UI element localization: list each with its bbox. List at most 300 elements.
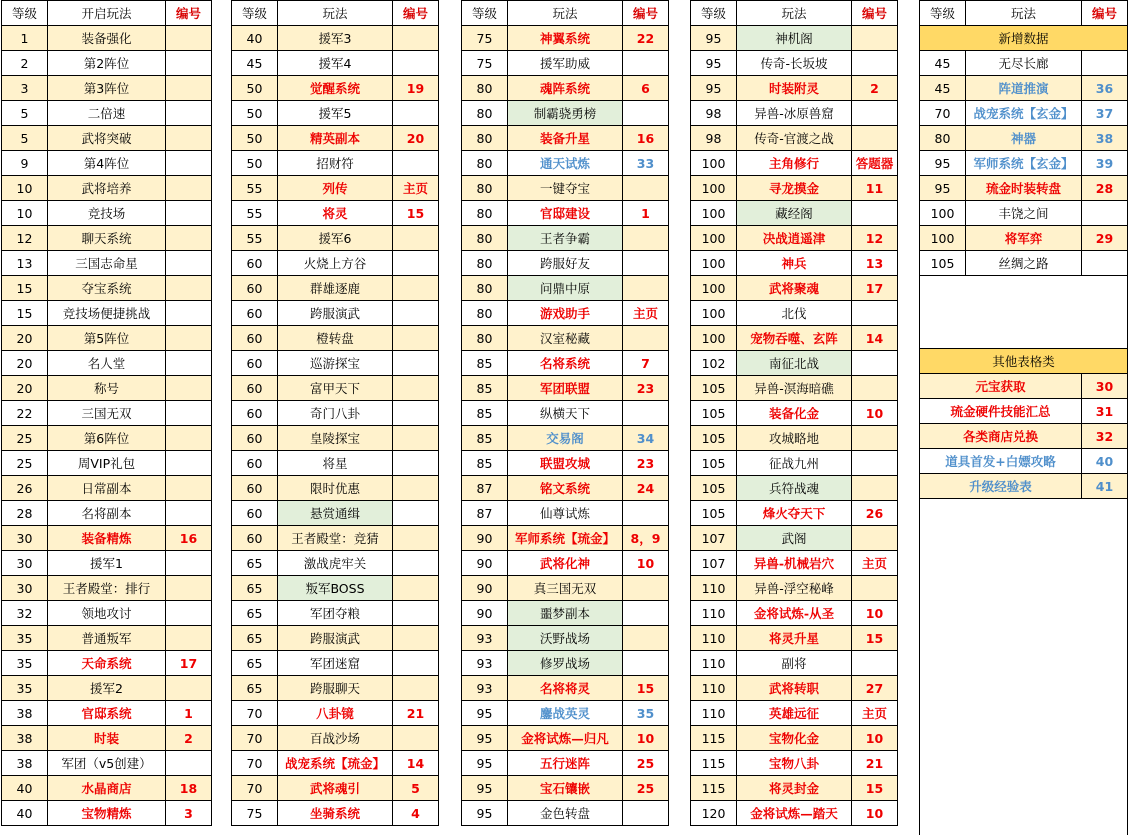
- table-row: [462, 526, 669, 551]
- number-cell: [393, 576, 439, 601]
- play-name-cell: 跨服聊天: [278, 676, 393, 701]
- level-cell: 70: [232, 751, 278, 776]
- play-name-cell: 将灵: [278, 201, 393, 226]
- play-name-cell: 传奇-官渡之战: [737, 126, 852, 151]
- table-row: [691, 126, 898, 151]
- play-name-cell: 名将副本: [48, 501, 166, 526]
- number-cell: [393, 351, 439, 376]
- number-cell: [393, 251, 439, 276]
- play-name-cell: 征战九州: [737, 451, 852, 476]
- level-cell: 60: [232, 526, 278, 551]
- level-cell: 35: [2, 626, 48, 651]
- number-cell: [852, 101, 898, 126]
- blank-row: [920, 763, 1128, 787]
- table-row: [462, 326, 669, 351]
- play-name-cell: 金将试炼—踏天: [737, 801, 852, 826]
- number-cell: [166, 126, 212, 151]
- play-name-cell: 援军1: [48, 551, 166, 576]
- number-cell: [852, 351, 898, 376]
- number-cell: 10: [852, 801, 898, 826]
- play-name-cell: 二倍速: [48, 101, 166, 126]
- number-cell: [852, 301, 898, 326]
- level-cell: 38: [2, 726, 48, 751]
- number-cell: 11: [852, 176, 898, 201]
- play-name-cell: 跨服演武: [278, 626, 393, 651]
- level-cell: 30: [2, 526, 48, 551]
- table-row: [462, 126, 669, 151]
- table-row: [691, 651, 898, 676]
- play-name-cell: 宝物化金: [737, 726, 852, 751]
- number-cell: [166, 451, 212, 476]
- play-name-cell: 天命系统: [48, 651, 166, 676]
- play-name-cell: 军师系统【玄金】: [966, 151, 1082, 176]
- table-row: [2, 676, 212, 701]
- number-cell: [623, 251, 669, 276]
- level-cell: 65: [232, 626, 278, 651]
- table-row: [2, 176, 212, 201]
- play-name-cell: 传奇-长坂坡: [737, 51, 852, 76]
- number-cell: 35: [623, 701, 669, 726]
- play-name-cell: 宠物吞噬、玄阵: [737, 326, 852, 351]
- level-cell: 80: [462, 326, 508, 351]
- number-cell: 26: [852, 501, 898, 526]
- level-cell: 70: [232, 701, 278, 726]
- level-cell: 110: [691, 601, 737, 626]
- number-cell: [166, 426, 212, 451]
- level-cell: 5: [2, 126, 48, 151]
- number-cell: 27: [852, 676, 898, 701]
- play-name-cell: 升级经验表: [920, 474, 1082, 499]
- level-cell: 100: [691, 176, 737, 201]
- blank-row: [920, 276, 1128, 301]
- table-row: [232, 701, 439, 726]
- level-cell: 93: [462, 651, 508, 676]
- table-row: [2, 301, 212, 326]
- blank-row: [920, 619, 1128, 643]
- level-cell: 75: [462, 26, 508, 51]
- level-cell: 80: [462, 226, 508, 251]
- number-cell: [166, 201, 212, 226]
- play-name-cell: 噩梦副本: [508, 601, 623, 626]
- table-row: [2, 126, 212, 151]
- number-cell: [166, 751, 212, 776]
- number-cell: [852, 451, 898, 476]
- table-row: [232, 451, 439, 476]
- level-cell: 60: [232, 501, 278, 526]
- header-level: 等级: [462, 1, 508, 26]
- play-name-cell: 神兵: [737, 251, 852, 276]
- level-cell: 38: [2, 751, 48, 776]
- play-name-cell: 交易阁: [508, 426, 623, 451]
- number-cell: [166, 401, 212, 426]
- table-column-2: [231, 0, 439, 826]
- table-row: [691, 376, 898, 401]
- table-row: [2, 801, 212, 826]
- play-name-cell: 领地攻讨: [48, 601, 166, 626]
- level-cell: 95: [920, 151, 966, 176]
- blank-cell: [920, 547, 1128, 571]
- number-cell: [166, 276, 212, 301]
- level-cell: 2: [2, 51, 48, 76]
- table-row: [232, 476, 439, 501]
- play-name-cell: 烽火夺天下: [737, 501, 852, 526]
- level-cell: 28: [2, 501, 48, 526]
- level-cell: 20: [2, 351, 48, 376]
- number-cell: [166, 551, 212, 576]
- number-cell: [393, 676, 439, 701]
- level-cell: 100: [691, 251, 737, 276]
- table-row: [232, 76, 439, 101]
- play-name-cell: 跨服演武: [278, 301, 393, 326]
- level-cell: 95: [920, 176, 966, 201]
- table-row: [920, 251, 1128, 276]
- level-cell: 115: [691, 751, 737, 776]
- play-name-cell: 真三国无双: [508, 576, 623, 601]
- level-cell: 110: [691, 576, 737, 601]
- table-row: [462, 276, 669, 301]
- table-row: [462, 226, 669, 251]
- table-row: [462, 626, 669, 651]
- table-row: [920, 449, 1128, 474]
- level-cell: 80: [462, 176, 508, 201]
- number-cell: [166, 76, 212, 101]
- table-row: [462, 801, 669, 826]
- play-name-cell: 武将魂引: [278, 776, 393, 801]
- header-num: 编号: [166, 1, 212, 26]
- number-cell: [393, 726, 439, 751]
- number-cell: 34: [623, 426, 669, 451]
- table-row: [2, 51, 212, 76]
- number-cell: 2: [166, 726, 212, 751]
- header-play: 玩法: [737, 1, 852, 26]
- play-name-cell: 攻城略地: [737, 426, 852, 451]
- play-name-cell: 日常副本: [48, 476, 166, 501]
- level-cell: 75: [232, 801, 278, 826]
- header-play: 玩法: [966, 1, 1082, 26]
- play-name-cell: 竞技场: [48, 201, 166, 226]
- number-cell: [852, 376, 898, 401]
- table-row: [2, 701, 212, 726]
- level-cell: 65: [232, 551, 278, 576]
- number-cell: [393, 626, 439, 651]
- number-cell: [166, 226, 212, 251]
- number-cell: [393, 101, 439, 126]
- table-row: [232, 601, 439, 626]
- number-cell: [852, 201, 898, 226]
- play-name-cell: 列传: [278, 176, 393, 201]
- table-row: [462, 676, 669, 701]
- table-row: [691, 401, 898, 426]
- play-name-cell: 时装: [48, 726, 166, 751]
- play-name-cell: 战宠系统【琉金】: [278, 751, 393, 776]
- number-cell: [623, 51, 669, 76]
- table-row: [2, 776, 212, 801]
- table-row: [691, 451, 898, 476]
- table-row: [2, 551, 212, 576]
- level-cell: 105: [691, 401, 737, 426]
- number-cell: [393, 226, 439, 251]
- play-name-cell: 决战逍遥津: [737, 226, 852, 251]
- header-row: [462, 1, 669, 26]
- number-cell: [1082, 51, 1128, 76]
- table-row: [2, 651, 212, 676]
- table-row: [462, 76, 669, 101]
- play-name-cell: 沃野战场: [508, 626, 623, 651]
- level-cell: 70: [232, 776, 278, 801]
- number-cell: 21: [393, 701, 439, 726]
- play-name-cell: 北伐: [737, 301, 852, 326]
- number-cell: [166, 476, 212, 501]
- level-cell: 35: [2, 651, 48, 676]
- number-cell: [852, 526, 898, 551]
- play-name-cell: 副将: [737, 651, 852, 676]
- blank-cell: [920, 324, 1128, 349]
- blank-row: [920, 739, 1128, 763]
- play-name-cell: 丰饶之间: [966, 201, 1082, 226]
- blank-cell: [920, 691, 1128, 715]
- table-row: [232, 126, 439, 151]
- table-row: [920, 474, 1128, 499]
- number-cell: 10: [623, 726, 669, 751]
- number-cell: 40: [1082, 449, 1128, 474]
- number-cell: [393, 151, 439, 176]
- table-row: [920, 226, 1128, 251]
- blank-row: [920, 691, 1128, 715]
- table-row: [232, 426, 439, 451]
- play-name-cell: 游戏助手: [508, 301, 623, 326]
- level-cell: 105: [691, 451, 737, 476]
- number-cell: [166, 151, 212, 176]
- level-cell: 105: [691, 501, 737, 526]
- level-cell: 95: [462, 751, 508, 776]
- number-cell: [623, 101, 669, 126]
- number-cell: [623, 226, 669, 251]
- table-row: [2, 376, 212, 401]
- play-name-cell: 水晶商店: [48, 776, 166, 801]
- number-cell: 36: [1082, 76, 1128, 101]
- table-row: [691, 551, 898, 576]
- table-row: [232, 676, 439, 701]
- table-row: [2, 726, 212, 751]
- level-cell: 95: [462, 701, 508, 726]
- level-cell: 105: [920, 251, 966, 276]
- number-cell: 主页: [393, 176, 439, 201]
- header-num: 编号: [1082, 1, 1128, 26]
- table-row: [2, 501, 212, 526]
- number-cell: 16: [166, 526, 212, 551]
- number-cell: [623, 501, 669, 526]
- table-row: [691, 726, 898, 751]
- play-name-cell: 时装附灵: [737, 76, 852, 101]
- play-name-cell: 琉金时装转盘: [966, 176, 1082, 201]
- table-row: [462, 201, 669, 226]
- level-cell: 60: [232, 351, 278, 376]
- number-cell: 33: [623, 151, 669, 176]
- number-cell: 7: [623, 351, 669, 376]
- play-name-cell: 问鼎中原: [508, 276, 623, 301]
- table-row: [462, 176, 669, 201]
- level-cell: 10: [2, 176, 48, 201]
- number-cell: 28: [1082, 176, 1128, 201]
- number-cell: 14: [852, 326, 898, 351]
- header-row: [2, 1, 212, 26]
- table-row: [691, 226, 898, 251]
- level-cell: 22: [2, 401, 48, 426]
- play-name-cell: 主角修行: [737, 151, 852, 176]
- table-row: [920, 424, 1128, 449]
- level-cell: 102: [691, 351, 737, 376]
- table-row: [232, 201, 439, 226]
- play-name-cell: 联盟攻城: [508, 451, 623, 476]
- header-open-play: 开启玩法: [48, 1, 166, 26]
- number-cell: [393, 326, 439, 351]
- blank-cell: [920, 276, 1128, 301]
- table-row: [691, 301, 898, 326]
- table-row: [232, 626, 439, 651]
- number-cell: [166, 176, 212, 201]
- number-cell: 39: [1082, 151, 1128, 176]
- table-row: [2, 101, 212, 126]
- play-name-cell: 金将试炼-从圣: [737, 601, 852, 626]
- level-cell: 26: [2, 476, 48, 501]
- play-name-cell: 神器: [966, 126, 1082, 151]
- play-name-cell: 武将突破: [48, 126, 166, 151]
- level-cell: 13: [2, 251, 48, 276]
- number-cell: 31: [1082, 399, 1128, 424]
- blank-row: [920, 547, 1128, 571]
- level-cell: 15: [2, 276, 48, 301]
- level-cell: 87: [462, 501, 508, 526]
- number-cell: 16: [623, 126, 669, 151]
- table-row: [232, 326, 439, 351]
- level-cell: 50: [232, 126, 278, 151]
- blank-row: [920, 667, 1128, 691]
- level-cell: 40: [232, 26, 278, 51]
- level-cell: 80: [462, 201, 508, 226]
- level-cell: 50: [232, 76, 278, 101]
- table-row: [232, 251, 439, 276]
- level-cell: 65: [232, 651, 278, 676]
- number-cell: 1: [623, 201, 669, 226]
- play-name-cell: 制霸骁勇榜: [508, 101, 623, 126]
- play-name-cell: 叛军BOSS: [278, 576, 393, 601]
- level-cell: 80: [462, 251, 508, 276]
- number-cell: [393, 601, 439, 626]
- table-row: [232, 301, 439, 326]
- blank-cell: [920, 499, 1128, 524]
- number-cell: [166, 101, 212, 126]
- number-cell: [393, 26, 439, 51]
- play-name-cell: 武将培养: [48, 176, 166, 201]
- play-name-cell: 百战沙场: [278, 726, 393, 751]
- level-cell: 3: [2, 76, 48, 101]
- number-cell: [166, 26, 212, 51]
- number-cell: [166, 376, 212, 401]
- table-row: [462, 726, 669, 751]
- number-cell: 30: [1082, 374, 1128, 399]
- play-name-cell: 将星: [278, 451, 393, 476]
- play-name-cell: 夺宝系统: [48, 276, 166, 301]
- table-row: [462, 351, 669, 376]
- table-row: [232, 26, 439, 51]
- table-row: [232, 551, 439, 576]
- number-cell: [166, 601, 212, 626]
- number-cell: 15: [393, 201, 439, 226]
- number-cell: 17: [166, 651, 212, 676]
- level-cell: 5: [2, 101, 48, 126]
- number-cell: [852, 651, 898, 676]
- table-row: [462, 651, 669, 676]
- table-row: [920, 374, 1128, 399]
- table-row: [232, 101, 439, 126]
- number-cell: 8，9: [623, 526, 669, 551]
- level-cell: 107: [691, 526, 737, 551]
- level-cell: 85: [462, 401, 508, 426]
- number-cell: [852, 126, 898, 151]
- table-row: [2, 601, 212, 626]
- number-cell: 24: [623, 476, 669, 501]
- level-cell: 100: [691, 226, 737, 251]
- table-row: [2, 351, 212, 376]
- table-row: [232, 776, 439, 801]
- table-row: [691, 26, 898, 51]
- level-cell: 1: [2, 26, 48, 51]
- number-cell: [623, 626, 669, 651]
- table-row: [462, 376, 669, 401]
- level-cell: 100: [691, 301, 737, 326]
- number-cell: 4: [393, 801, 439, 826]
- blank-row: [920, 811, 1128, 835]
- play-name-cell: 跨服好友: [508, 251, 623, 276]
- level-cell: 65: [232, 676, 278, 701]
- table-row: [2, 76, 212, 101]
- level-cell: 95: [691, 26, 737, 51]
- number-cell: 17: [852, 276, 898, 301]
- level-cell: 60: [232, 376, 278, 401]
- play-name-cell: 奇门八卦: [278, 401, 393, 426]
- play-name-cell: 军团（v5创建）: [48, 751, 166, 776]
- table-row: [2, 251, 212, 276]
- table-row: [691, 176, 898, 201]
- blank-row: [920, 787, 1128, 811]
- table-row: [232, 151, 439, 176]
- blank-row: [920, 715, 1128, 739]
- number-cell: 15: [852, 776, 898, 801]
- play-name-cell: 援军助威: [508, 51, 623, 76]
- level-cell: 100: [920, 226, 966, 251]
- level-cell: 100: [691, 151, 737, 176]
- table-column-5: [919, 0, 1128, 835]
- table-row: [232, 376, 439, 401]
- level-cell: 105: [691, 476, 737, 501]
- play-name-cell: 周VIP礼包: [48, 451, 166, 476]
- play-name-cell: 神翼系统: [508, 26, 623, 51]
- number-cell: 18: [166, 776, 212, 801]
- play-name-cell: 八卦镜: [278, 701, 393, 726]
- level-cell: 80: [462, 101, 508, 126]
- number-cell: 主页: [852, 551, 898, 576]
- number-cell: [623, 801, 669, 826]
- play-name-cell: 英雄远征: [737, 701, 852, 726]
- blank-cell: [920, 811, 1128, 835]
- play-name-cell: 神机阁: [737, 26, 852, 51]
- level-cell: 95: [462, 726, 508, 751]
- table-row: [691, 701, 898, 726]
- table-row: [691, 326, 898, 351]
- table-row: [462, 576, 669, 601]
- play-name-cell: 一键夺宝: [508, 176, 623, 201]
- level-cell: 80: [462, 126, 508, 151]
